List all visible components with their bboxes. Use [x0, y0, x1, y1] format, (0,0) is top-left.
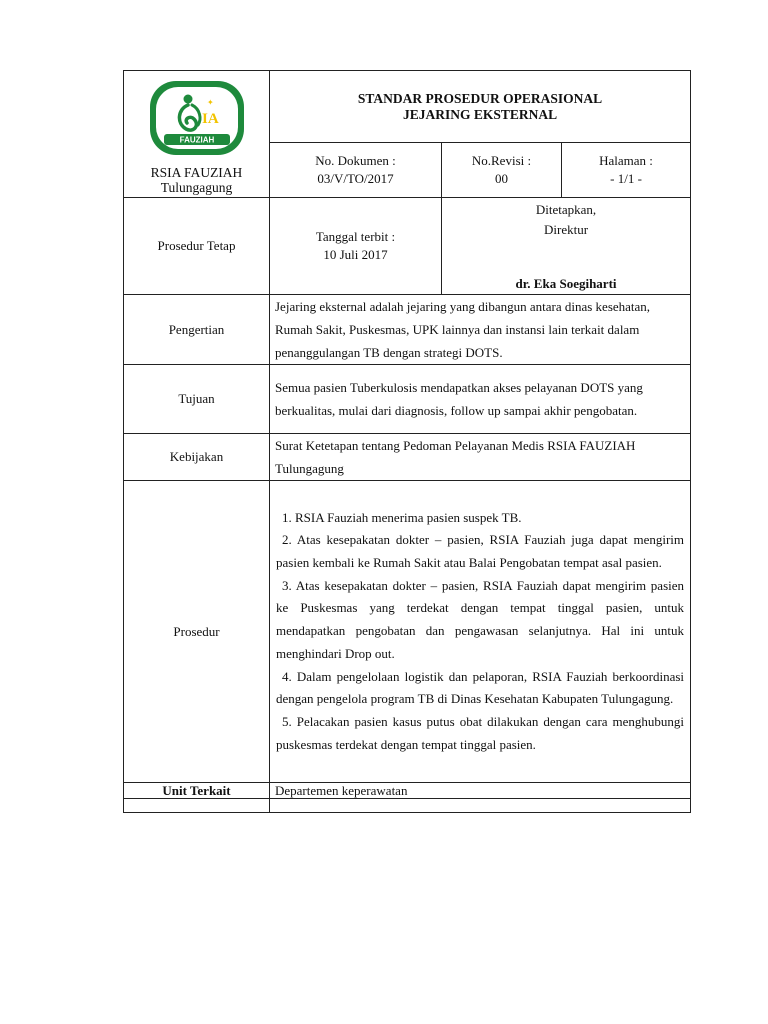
- prosedur-step: 4. Dalam pengelolaan logistik dan pelaporan, RSIA Fauziah berkoordinasi dengan pengelola program TB di Dinas Kesehatan Kabupaten Tulungagung.: [276, 668, 685, 707]
- halaman-value: - 1/1 -: [610, 171, 642, 186]
- prosedur-tetap-label: Prosedur Tetap: [124, 198, 270, 295]
- empty-cell: [124, 799, 270, 813]
- svg-text:IA: IA: [201, 111, 219, 127]
- unit-terkait-label: Unit Terkait: [124, 783, 270, 799]
- prosedur-step: 2. Atas kesepakatan dokter – pasien, RSIA Fauziah juga dapat mengirim pasien kembali ke Rumah Sakit atau Balai Pengobatan tempat asal pasien.: [276, 532, 685, 571]
- tanggal-terbit-value: 10 Juli 2017: [323, 247, 388, 262]
- revisi-value: 00: [495, 171, 508, 186]
- sop-document: [123, 70, 690, 813]
- kebijakan-label: Kebijakan: [124, 434, 270, 481]
- jabatan-text: Direktur: [543, 222, 589, 237]
- sop-table: [123, 70, 691, 813]
- document-title: [270, 71, 691, 143]
- title-line-2: JEJARING EKSTERNAL: [402, 106, 558, 122]
- svg-text:FAUZIAH: FAUZIAH: [179, 135, 214, 145]
- dokumen-cell: [270, 143, 442, 198]
- svg-text:✦: ✦: [206, 98, 214, 107]
- dokumen-label: No. Dokumen :: [315, 153, 396, 168]
- signer-name: dr. Eka Soegiharti: [515, 276, 617, 291]
- tanggal-terbit-label: Tanggal terbit :: [315, 229, 396, 244]
- empty-cell: [270, 799, 691, 813]
- tujuan-text: Semua pasien Tuberkulosis mendapatkan akses pelayanan DOTS yang berkualitas, mulai dari diagnosis, follow up sampai akhir pengobatan.: [270, 365, 691, 434]
- approval-signature: [442, 198, 691, 295]
- dokumen-value: 03/V/TO/2017: [317, 171, 394, 186]
- pengertian-label: Pengertian: [124, 295, 270, 365]
- prosedur-list: [270, 481, 691, 783]
- org-name: RSIA FAUZIAH: [150, 165, 243, 180]
- tanggal-terbit-cell: [270, 198, 442, 295]
- prosedur-step: 1. RSIA Fauziah menerima pasien suspek TB.: [282, 509, 522, 525]
- halaman-cell: [562, 143, 691, 198]
- prosedur-step: 5. Pelacakan pasien kasus putus obat dilakukan dengan cara menghubungi puskesmas terdekat dengan tempat tinggal pasien.: [276, 713, 685, 752]
- prosedur-label: Prosedur: [124, 481, 270, 783]
- kebijakan-text: Surat Ketetapan tentang Pedoman Pelayanan Medis RSIA FAUZIAH Tulungagung: [270, 434, 691, 481]
- unit-terkait-text: Departemen keperawatan: [270, 783, 691, 799]
- org-city: Tulungagung: [160, 180, 233, 195]
- rsia-fauziah-logo: [148, 79, 246, 157]
- pengertian-text: Jejaring eksternal adalah jejaring yang dibangun antara dinas kesehatan, Rumah Sakit, Puskesmas, UPK lainnya dan instansi lain terkait dalam penanggulangan TB dengan strategi DOTS.: [270, 295, 691, 365]
- halaman-label: Halaman :: [599, 153, 653, 168]
- org-cell: [124, 71, 270, 198]
- org-name-block: [151, 165, 243, 195]
- tujuan-label: Tujuan: [124, 365, 270, 434]
- prosedur-step: 3. Atas kesepakatan dokter – pasien, RSIA Fauziah dapat mengirim pasien ke Puskesmas yang terdekat dengan tempat tinggal pasien, untuk mendapatkan pengobatan dan pengawasan selanjutnya. Hal ini untuk menghindari Drop out.: [276, 577, 685, 661]
- title-line-1: STANDAR PROSEDUR OPERASIONAL: [357, 90, 603, 106]
- revisi-label: No.Revisi :: [471, 153, 532, 168]
- revisi-cell: [442, 143, 562, 198]
- ditetapkan-text: Ditetapkan,: [535, 202, 597, 217]
